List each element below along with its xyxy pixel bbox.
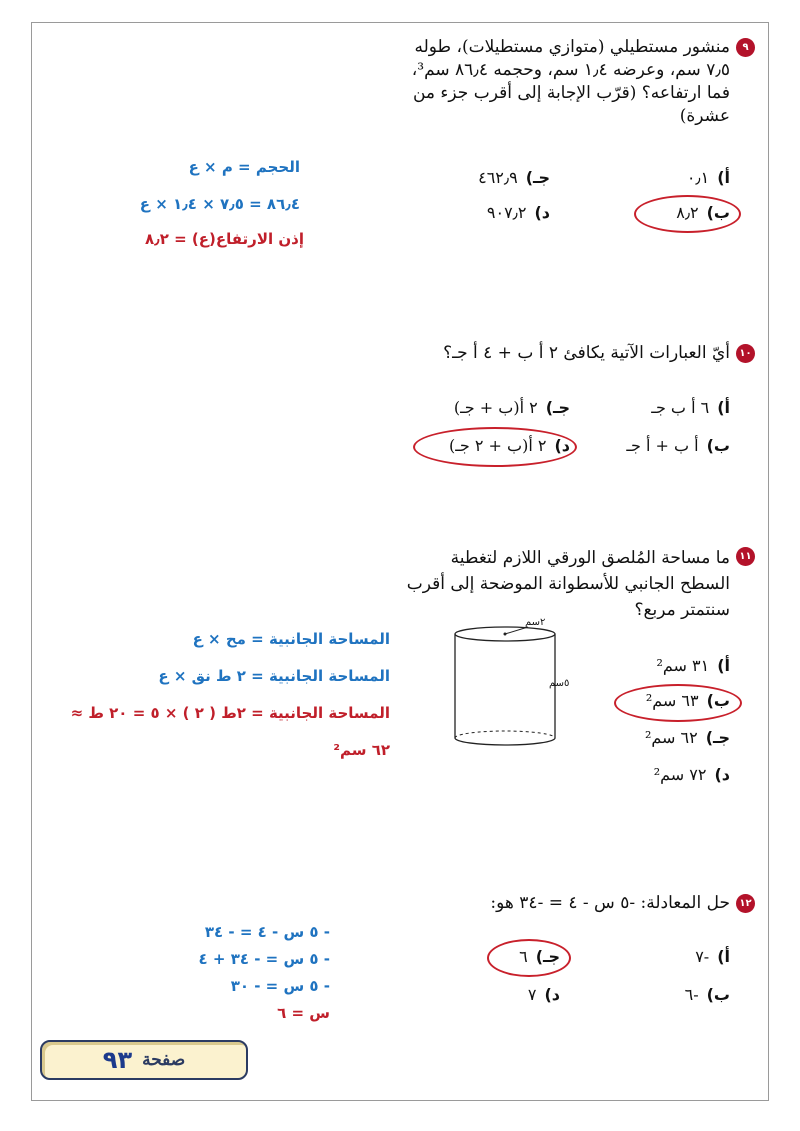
q12-option-a[interactable]: أ)-٧ bbox=[695, 947, 730, 966]
q9-solution-line-3: إذن الارتفاع(ع) = ٨٫٢ bbox=[144, 230, 304, 248]
q12-option-d[interactable]: د)٧ bbox=[527, 985, 560, 1004]
q9-option-d[interactable]: د)٩٠٧٫٢ bbox=[486, 203, 550, 222]
q12-answer-circle bbox=[487, 939, 571, 977]
q11-option-c[interactable]: جـ)٦٢ سم² bbox=[644, 728, 730, 747]
q11-solution-line-3: المساحة الجانبية = ٢ط ( ٢ ) × ٥ = ٢٠ ط ≈ bbox=[70, 704, 390, 722]
q10-option-d[interactable]: د)٢ أ(ب + ٢ جـ) bbox=[448, 436, 570, 455]
q10-option-c[interactable]: جـ)٢ أ(ب + جـ) bbox=[453, 398, 570, 417]
page-number: ٩٣ bbox=[102, 1046, 133, 1074]
page-number-box bbox=[40, 1040, 248, 1080]
question-12-text: حل المعادلة: -٥ س - ٤ = -٣٤ هو: bbox=[490, 893, 730, 913]
q9-option-b[interactable]: ب)٨٫٢ bbox=[676, 203, 730, 222]
q9-answer-circle bbox=[634, 195, 741, 233]
question-10-text: أيّ العبارات الآتية يكافئ ٢ أ ب + ٤ أ جـ؟ bbox=[443, 343, 730, 363]
q10-option-b[interactable]: ب)أ ب + أ جـ bbox=[626, 436, 730, 455]
q12-solution-line-1: - ٥ س - ٤ = - ٣٤ bbox=[204, 923, 330, 941]
page-word: صفحة bbox=[142, 1050, 186, 1070]
question-11-number: ١١ bbox=[736, 547, 755, 566]
q12-option-b[interactable]: ب)-٦ bbox=[684, 985, 730, 1004]
question-11-text: ما مساحة المُلصق الورقي اللازم لتغطية السطح الجانبي للأسطوانة الموضحة إلى أقرب سنتمتر مربع؟ bbox=[406, 548, 730, 620]
q9-solution-line-2: ٨٦٫٤ = ٧٫٥ × ١٫٤ × ع bbox=[139, 195, 300, 213]
q10-answer-circle bbox=[413, 427, 577, 467]
question-9-text: منشور مستطيلي (متوازي مستطيلات)، طوله ٧٫٥ سم، وعرضه ١٫٤ سم، وحجمه ٨٦٫٤ سم³، فما ارتفاعه؟ (قرّب الإجابة إلى أقرب جزء من عشرة) bbox=[411, 37, 730, 126]
q11-solution-line-4: ٦٢ سم² bbox=[333, 741, 390, 759]
q9-option-c[interactable]: جـ)٤٦٢٫٩ bbox=[478, 168, 550, 187]
q12-solution-line-4: س = ٦ bbox=[277, 1004, 330, 1022]
q10-option-a[interactable]: أ)٦ أ ب جـ bbox=[651, 398, 730, 417]
q12-solution-line-3: - ٥ س = - ٣٠ bbox=[230, 977, 330, 995]
question-10-number: ١٠ bbox=[736, 344, 755, 363]
q11-option-d[interactable]: د)٧٢ سم² bbox=[653, 765, 730, 784]
q11-answer-circle bbox=[614, 684, 742, 722]
cylinder-radius-label: ٢سم bbox=[525, 617, 546, 628]
q11-option-a[interactable]: أ)٣١ سم² bbox=[656, 656, 730, 675]
question-12-number: ١٢ bbox=[736, 894, 755, 913]
q11-solution-line-1: المساحة الجانبية = مح × ع bbox=[192, 630, 390, 648]
question-9-number: ٩ bbox=[736, 38, 755, 57]
q11-solution-line-2: المساحة الجانبية = ٢ ط نق × ع bbox=[158, 667, 390, 685]
q12-option-c[interactable]: جـ)٦ bbox=[519, 947, 560, 966]
cylinder-height-label: ٥سم bbox=[549, 678, 570, 689]
q11-option-b[interactable]: ب)٦٣ سم² bbox=[645, 691, 730, 710]
q12-solution-line-2: - ٥ س = - ٣٤ + ٤ bbox=[198, 950, 330, 968]
q9-option-a[interactable]: أ)٠٫١ bbox=[686, 168, 730, 187]
q9-solution-line-1: الحجم = م × ع bbox=[188, 158, 300, 176]
